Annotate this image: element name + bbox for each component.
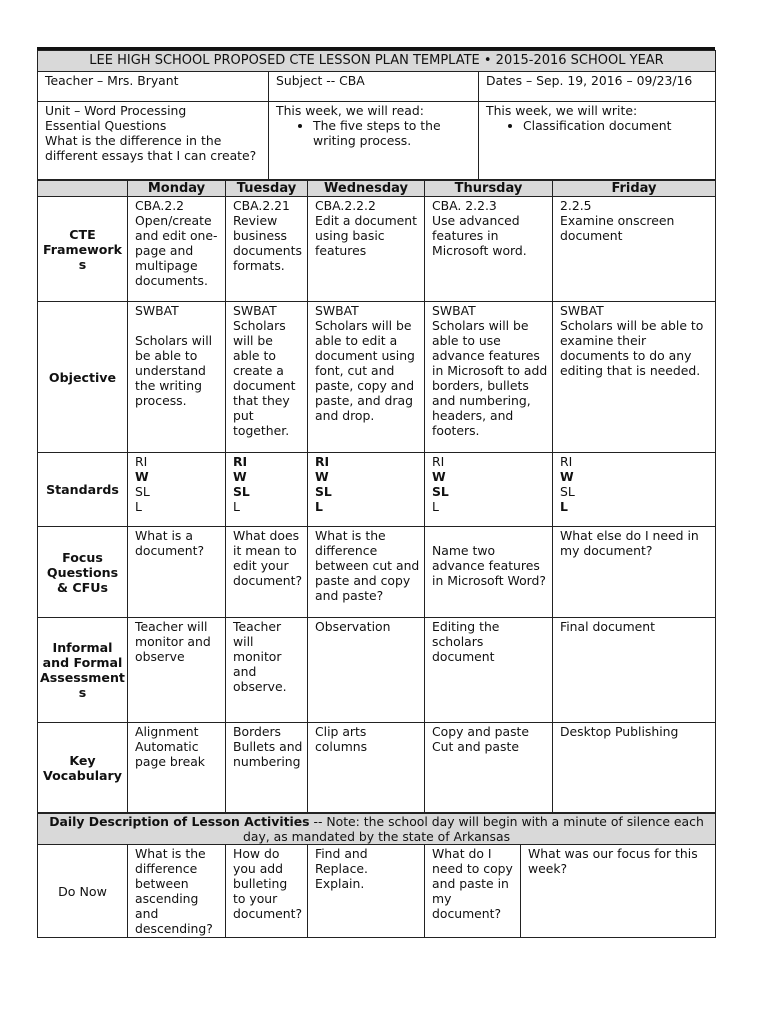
cte-monday: CBA.2.2 Open/create and edit one-page and multipage documents. xyxy=(128,197,226,302)
day-header-monday: Monday xyxy=(128,181,226,197)
row-label-objective: Objective xyxy=(38,302,128,453)
do-now-friday: What was our focus for this week? xyxy=(521,845,716,938)
unit-text: Unit – Word Processing xyxy=(45,103,187,118)
row-label-focus: Focus Questions & CFUs xyxy=(38,527,128,618)
row-do-now xyxy=(38,845,716,938)
focus-tuesday: What does it mean to edit your document? xyxy=(226,527,308,618)
row-focus-questions xyxy=(38,527,716,618)
assess-tuesday: Teacher will monitor and observe. xyxy=(226,618,308,723)
vocab-monday: Alignment Automatic page break xyxy=(128,723,226,813)
cte-wednesday: CBA.2.2.2 Edit a document using basic features xyxy=(308,197,425,302)
standards-monday: RI W SL L xyxy=(128,453,226,527)
focus-friday: What else do I need in my document? xyxy=(553,527,716,618)
day-header-thursday: Thursday xyxy=(425,181,553,197)
row-standards xyxy=(38,453,716,527)
row-label-standards: Standards xyxy=(38,453,128,527)
cte-friday: 2.2.5 Examine onscreen document xyxy=(553,197,716,302)
write-item: • Classification document xyxy=(523,118,711,133)
vocab-thursday: Copy and paste Cut and paste xyxy=(425,723,553,813)
standards-wednesday: RI W SL L xyxy=(308,453,425,527)
subject-field: Subject -- CBA xyxy=(269,72,479,102)
row-cte-frameworks xyxy=(38,197,716,302)
vocab-tuesday: Borders Bullets and numbering xyxy=(226,723,308,813)
assess-friday: Final document xyxy=(553,618,716,723)
cte-thursday: CBA. 2.2.3 Use advanced features in Microsoft word. xyxy=(425,197,553,302)
essential-questions-text: What is the difference in the different essays that I can create? xyxy=(45,133,257,163)
do-now-tuesday: How do you add bulleting to your document? xyxy=(226,845,308,938)
do-now-wednesday: Find and Replace. Explain. xyxy=(308,845,425,938)
unit-cell xyxy=(38,102,269,180)
cte-tuesday: CBA.2.21 Review business documents formats. xyxy=(226,197,308,302)
banner-note: -- Note: the school day will begin with a minute of silence each day, as mandated by the state of Arkansas xyxy=(243,814,704,844)
day-header-friday: Friday xyxy=(553,181,716,197)
do-now-thursday: What do I need to copy and paste in my document? xyxy=(425,845,521,938)
vocab-friday: Desktop Publishing xyxy=(553,723,716,813)
read-item: • The five steps to the writing process. xyxy=(313,118,474,148)
row-label-cte: CTE Frameworks xyxy=(38,197,128,302)
vocab-wednesday: Clip arts columns xyxy=(308,723,425,813)
row-label-do-now: Do Now xyxy=(38,845,128,938)
objective-wednesday: SWBAT Scholars will be able to edit a document using font, cut and paste, copy and paste, and drag and drop. xyxy=(308,302,425,453)
day-header-tuesday: Tuesday xyxy=(226,181,308,197)
standards-tuesday: RI W SL L xyxy=(226,453,308,527)
standards-thursday: RI W SL L xyxy=(425,453,553,527)
header-table xyxy=(37,50,716,180)
corner-cell xyxy=(38,181,128,197)
daily-description-banner xyxy=(38,814,716,845)
page-title: LEE HIGH SCHOOL PROPOSED CTE LESSON PLAN TEMPLATE • 2015-2016 SCHOOL YEAR xyxy=(38,51,716,72)
focus-monday: What is a document? xyxy=(128,527,226,618)
objective-friday: SWBAT Scholars will be able to examine their documents to do any editing that is needed. xyxy=(553,302,716,453)
focus-thursday: Name two advance features in Microsoft Word? xyxy=(425,527,553,618)
row-objective xyxy=(38,302,716,453)
write-label: This week, we will write: xyxy=(486,103,638,118)
teacher-field: Teacher – Mrs. Bryant xyxy=(38,72,269,102)
row-label-vocab: Key Vocabulary xyxy=(38,723,128,813)
objective-monday: SWBAT Scholars will be able to understand the writing process. xyxy=(128,302,226,453)
row-assessments xyxy=(38,618,716,723)
day-header-wednesday: Wednesday xyxy=(308,181,425,197)
write-cell xyxy=(479,102,716,180)
objective-thursday: SWBAT Scholars will be able to use advance features in Microsoft to add borders, bullets and numbering, headers, and footers. xyxy=(425,302,553,453)
weekly-grid xyxy=(37,180,716,813)
daily-activities-table xyxy=(37,813,716,938)
do-now-monday: What is the difference between ascending and descending? xyxy=(128,845,226,938)
read-cell xyxy=(269,102,479,180)
assess-wednesday: Observation xyxy=(308,618,425,723)
assess-thursday: Editing the scholars document xyxy=(425,618,553,723)
read-label: This week, we will read: xyxy=(276,103,424,118)
objective-tuesday: SWBAT Scholars will be able to create a document that they put together. xyxy=(226,302,308,453)
dates-field: Dates – Sep. 19, 2016 – 09/23/16 xyxy=(479,72,716,102)
row-key-vocabulary xyxy=(38,723,716,813)
lesson-plan xyxy=(37,47,715,938)
banner-heading: Daily Description of Lesson Activities xyxy=(49,814,310,829)
essential-questions-label: Essential Questions xyxy=(45,118,167,133)
row-label-assessments: Informal and Formal Assessments xyxy=(38,618,128,723)
standards-friday: RI W SL L xyxy=(553,453,716,527)
focus-wednesday: What is the difference between cut and paste and copy and paste? xyxy=(308,527,425,618)
assess-monday: Teacher will monitor and observe xyxy=(128,618,226,723)
